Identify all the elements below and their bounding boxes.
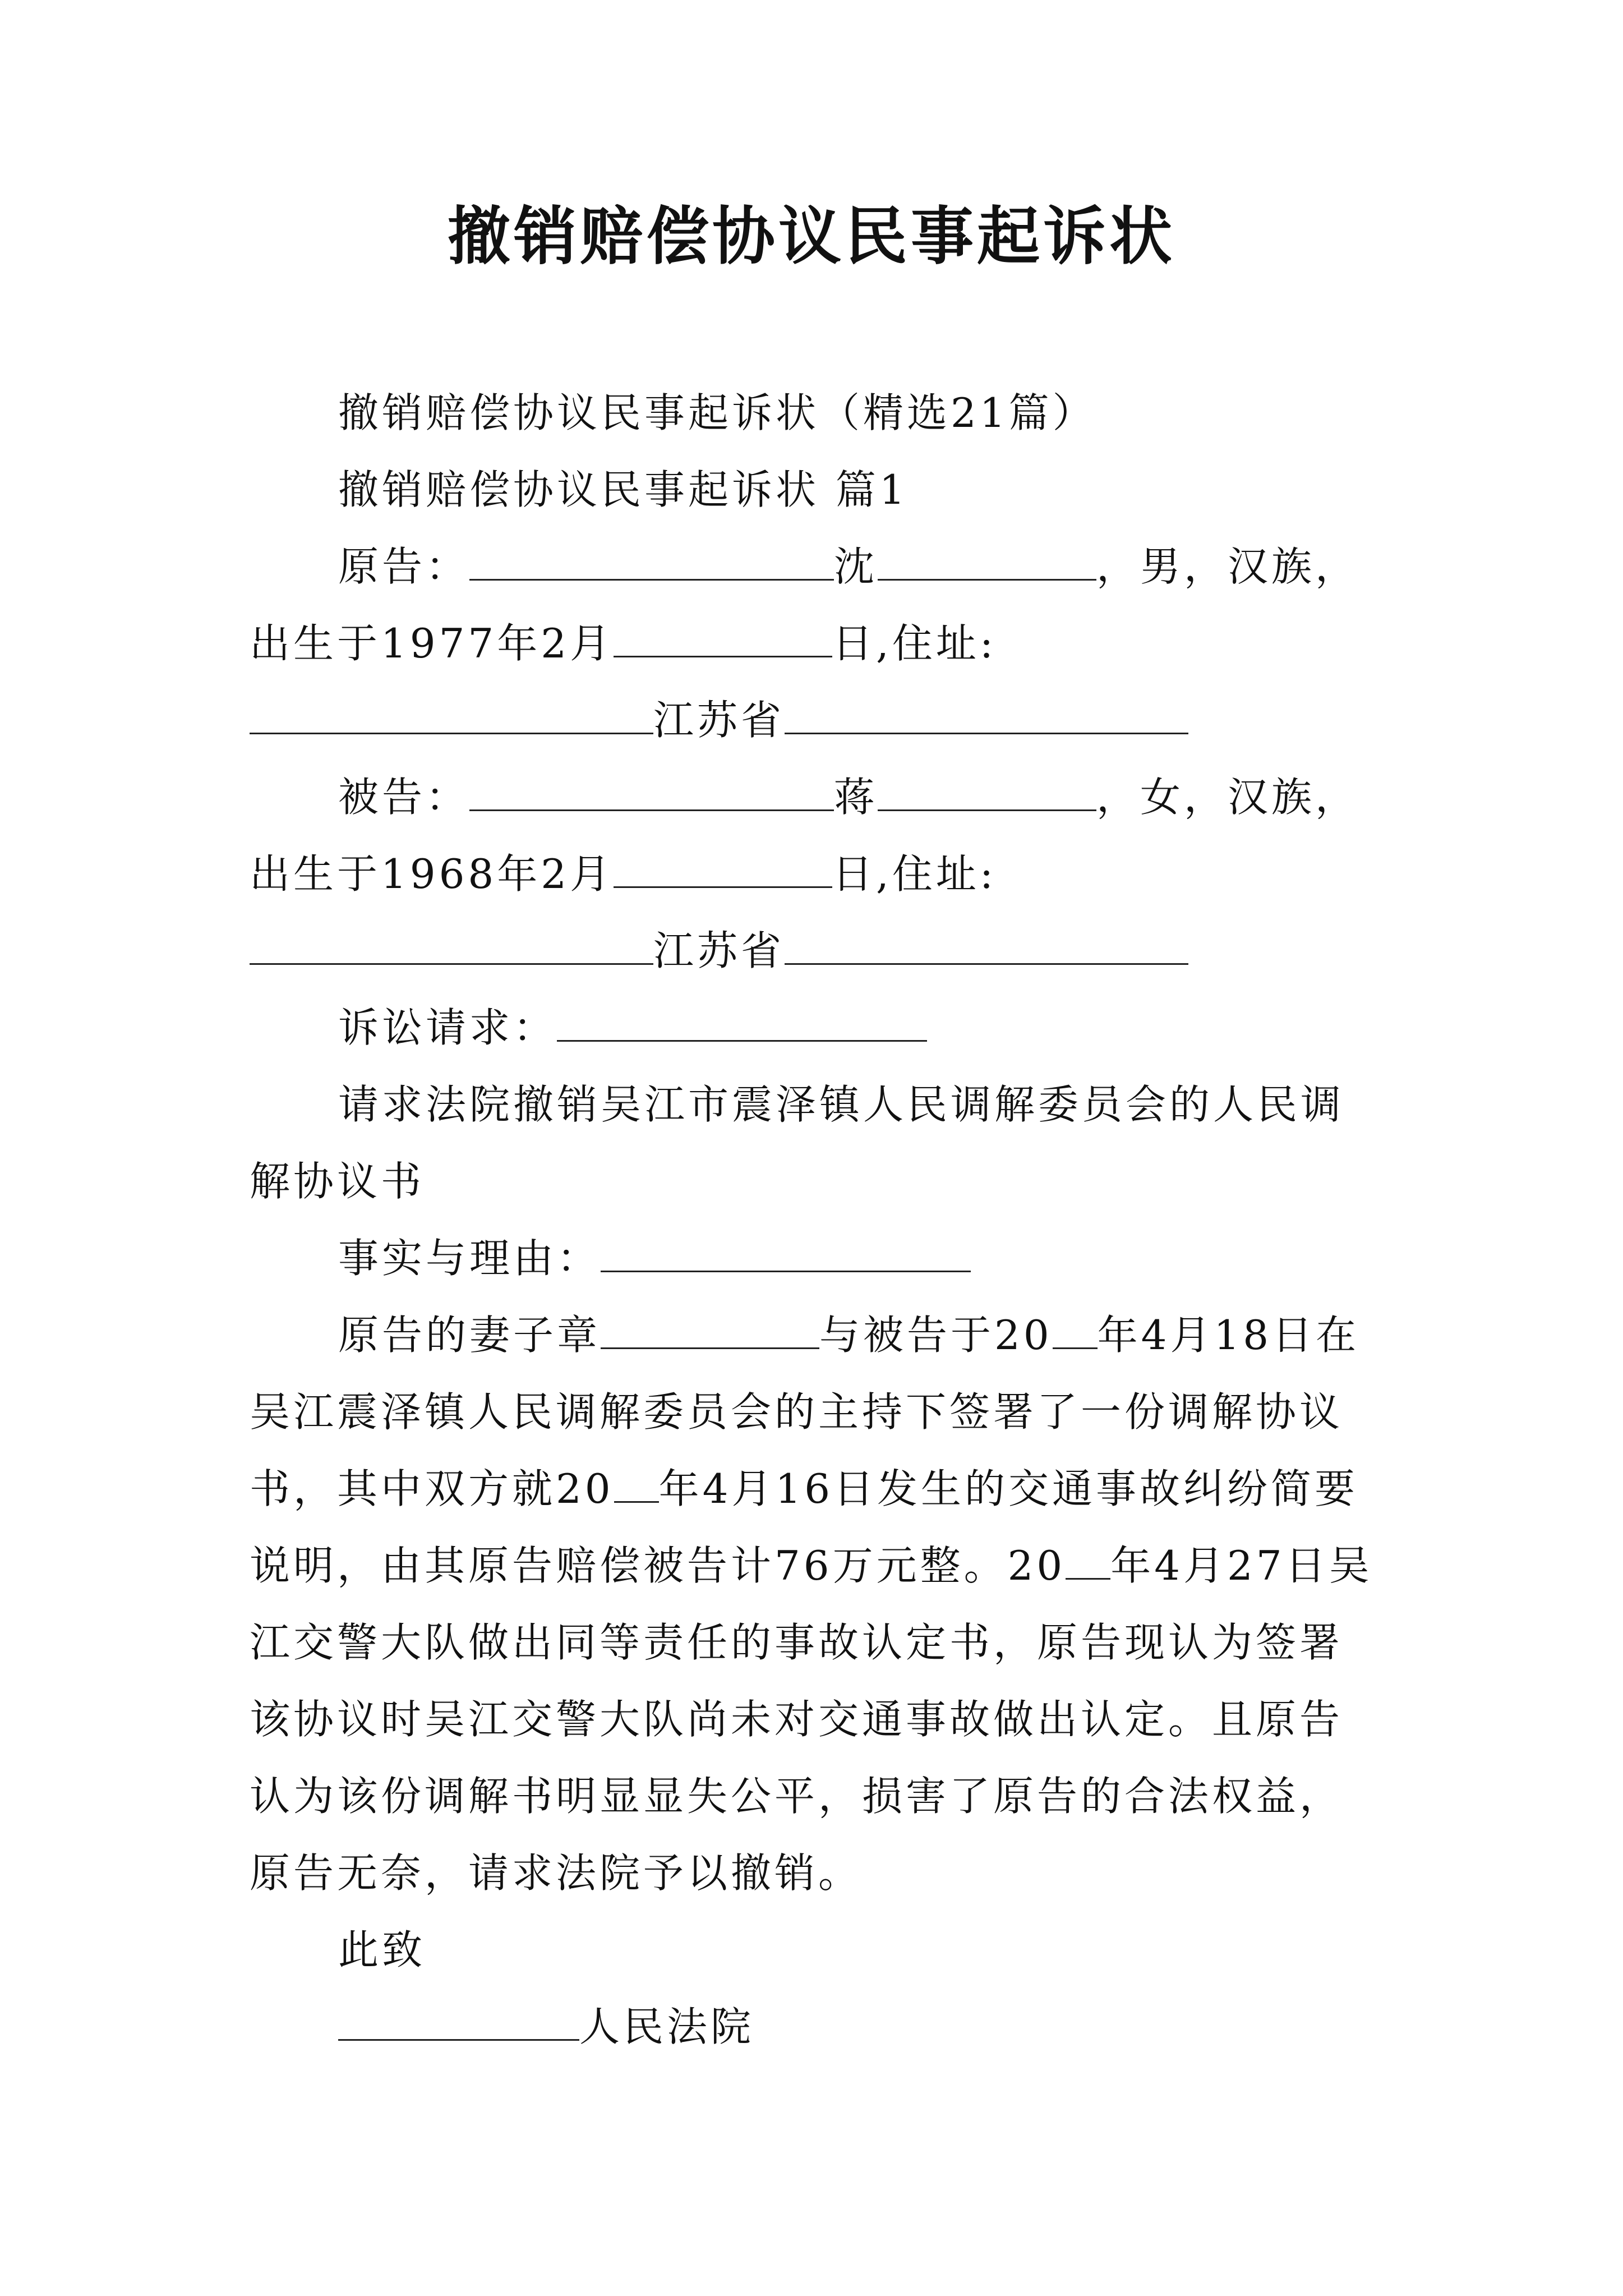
defendant-blank-4 — [250, 923, 653, 965]
plaintiff-blank-4 — [250, 692, 653, 734]
facts-blank-3 — [614, 1461, 659, 1503]
section-heading: 撤销赔偿协议民事起诉状 篇1 — [338, 466, 909, 513]
claims-label: 诉讼请求： — [338, 1004, 557, 1051]
plaintiff-blank-1 — [469, 539, 834, 581]
court-blank — [338, 1999, 579, 2041]
court-name: 人民法院 — [579, 2003, 755, 2050]
court-line — [250, 1989, 1385, 2065]
plaintiff-province: 江苏省 — [653, 697, 785, 744]
subtitle: 撤销赔偿协议民事起诉状（精选21篇） — [338, 389, 1096, 436]
defendant-blank-2 — [878, 769, 1096, 811]
facts-blank — [601, 1230, 971, 1272]
defendant-blank-3 — [614, 846, 832, 888]
plaintiff-paragraph — [250, 528, 1385, 759]
defendant-paragraph — [250, 759, 1385, 990]
document-title: 撤销赔偿协议民事起诉状 — [448, 200, 1175, 273]
facts-blank-4 — [1066, 1538, 1110, 1580]
defendant-label: 被告： — [338, 774, 470, 821]
plaintiff-info: ，男，汉族，出生于1977年2月 — [250, 543, 1359, 667]
defendant-province: 江苏省 — [653, 927, 785, 974]
defendant-blank-5 — [785, 923, 1188, 965]
plaintiff-label: 原告： — [338, 543, 470, 590]
claims-text: 请求法院撤销吴江市震泽镇人民调解委员会的人民调解协议书 — [250, 1081, 1345, 1205]
defendant-day-address: 日,住址: — [832, 850, 997, 898]
facts-part-5: 年4月27日吴江交警大队做出同等责任的事故认定书，原告现认为签署该协议时吴江交警大队尚未对交通事故做出认定。且原告认为该份调解书明显显失公平，损害了原告的合法权益，原告无奈，请求法院予以撤销。 — [250, 1542, 1373, 1897]
facts-part-3: 年4月18日在吴江震泽镇人民调解委员会的主持下签署了一份调解协议书，其中双方就20 — [250, 1312, 1360, 1512]
defendant-name: 蒋 — [834, 774, 878, 821]
plaintiff-blank-3 — [614, 615, 832, 657]
defendant-info: ，女，汉族，出生于1968年2月 — [250, 774, 1359, 898]
document-body — [250, 375, 1385, 2065]
facts-part-4: 年4月16日发生的交通事故纠纷简要说明，由其原告赔偿被告计76万元整。20 — [250, 1465, 1359, 1589]
defendant-blank-1 — [469, 769, 834, 811]
plaintiff-name: 沈 — [834, 543, 878, 590]
facts-blank-1 — [601, 1307, 819, 1349]
facts-label: 事实与理由： — [338, 1235, 601, 1282]
plaintiff-day-address: 日,住址: — [832, 620, 997, 667]
facts-paragraph — [250, 1297, 1385, 1912]
closing: 此致 — [338, 1926, 426, 1973]
facts-part-1: 原告的妻子章 — [338, 1312, 601, 1359]
plaintiff-blank-2 — [878, 539, 1096, 581]
facts-heading — [250, 1220, 1385, 1297]
facts-blank-2 — [1053, 1307, 1098, 1349]
claims-blank — [557, 1000, 927, 1042]
plaintiff-blank-5 — [785, 692, 1188, 734]
facts-part-2: 与被告于20 — [819, 1312, 1053, 1359]
claims-heading — [250, 990, 1385, 1066]
